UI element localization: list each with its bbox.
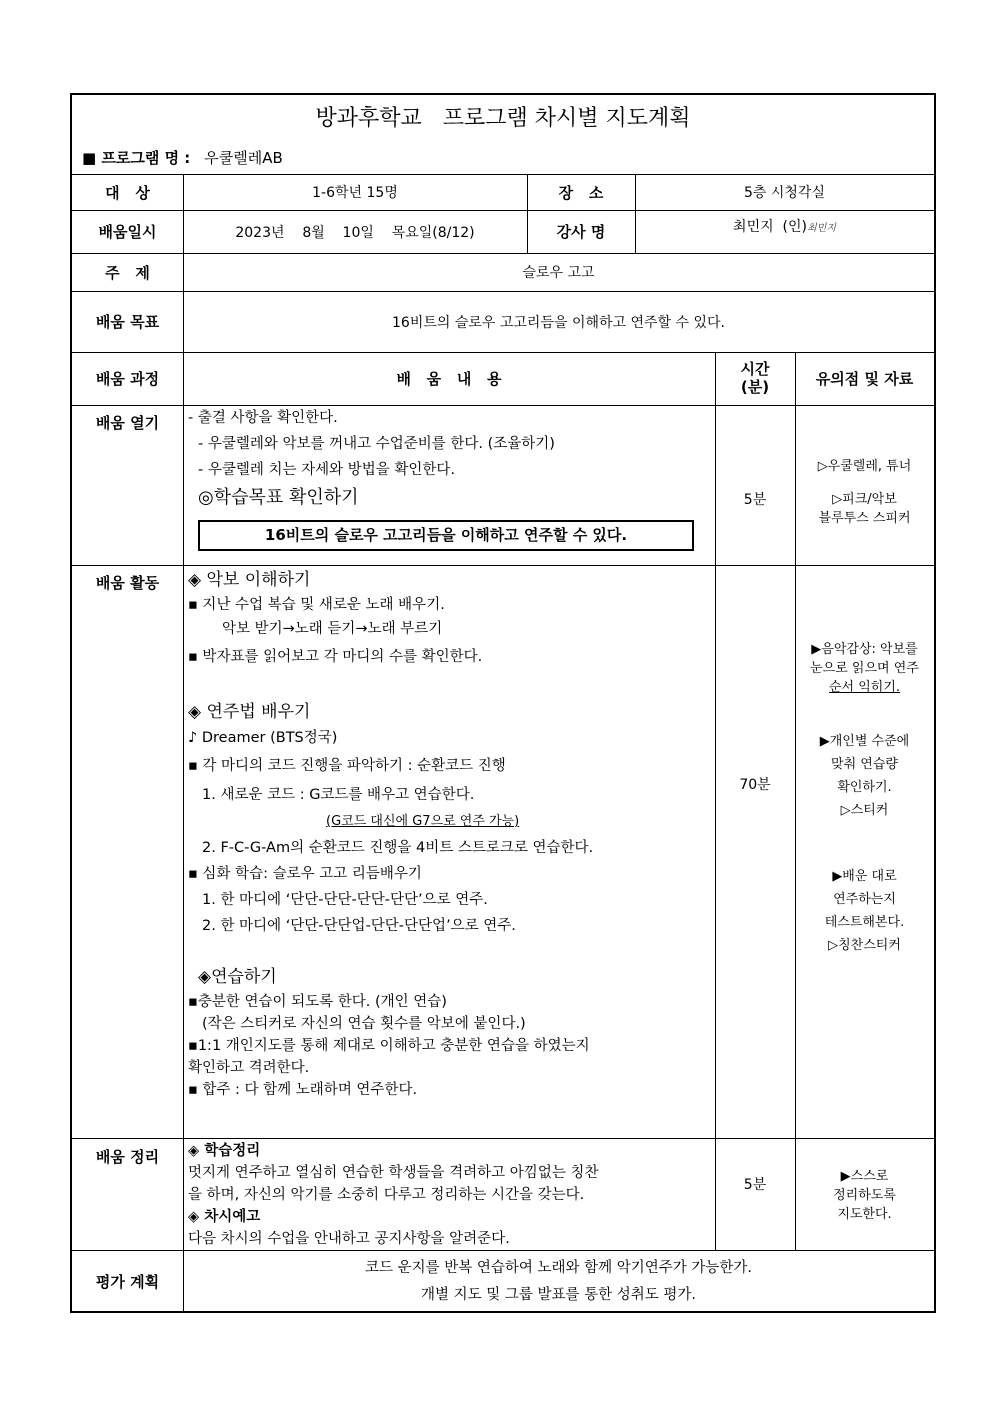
header-content: 배 움 내 용 [396, 370, 502, 388]
activity-note: 확인하기. [837, 780, 892, 795]
opening-notes [795, 457, 934, 528]
goal-box: 16비트의 슬로우 고고리듬을 이해하고 연주할 수 있다. [198, 520, 694, 551]
closing-note: 정리하도록 [833, 1188, 896, 1203]
activity-notes-1 [795, 640, 934, 697]
activity-note: ▶음악감상: 악보를 [811, 642, 918, 657]
closing-label: 배움 정리 [95, 1147, 160, 1166]
program-name [82, 147, 283, 168]
opening-label: 배움 열기 [95, 413, 160, 432]
section-heading-play: ◈ 연주법 배우기 [188, 702, 311, 722]
activity-line: 2. 한 마디에 ‘단단-단단업-단단-단단업’으로 연주. [202, 918, 516, 934]
lesson-plan-sheet [70, 93, 936, 1313]
target-label: 대 상 [105, 183, 150, 202]
date-label: 배움일시 [98, 223, 157, 241]
activity-line: ▪ 각 마디의 코드 진행을 파악하기 : 순환코드 진행 [188, 758, 506, 774]
closing-notes [795, 1167, 934, 1224]
teacher-cell [635, 216, 934, 240]
activity-line: 2. F-C-G-Am의 순환코드 진행을 4비트 스트로크로 연습한다. [202, 840, 594, 856]
activity-line: 1. 새로운 코드 : G코드를 배우고 연습한다. [202, 787, 475, 803]
activity-label: 배움 활동 [95, 573, 160, 592]
activity-note: ▶배운 대로 [832, 869, 897, 884]
header-time-line2: (분) [740, 378, 770, 396]
closing-heading-preview: ◈ 차시예고 [188, 1209, 261, 1225]
activity-line: ▪ 심화 학습: 슬로우 고고 리듬배우기 [188, 866, 422, 882]
place-label: 장 소 [558, 183, 604, 202]
target-value: 1-6학년 15명 [312, 185, 398, 201]
activity-note: ▶개인별 수준에 [819, 734, 910, 749]
program-label: ■ 프로그램 명 : [82, 149, 191, 167]
opening-note: ▷우쿨렐레, 튜너 [817, 459, 912, 474]
section-heading-score: ◈ 악보 이해하기 [188, 570, 311, 590]
evaluation-content [183, 1255, 934, 1309]
goal-label: 배움 목표 [95, 313, 160, 331]
header-time-line1: 시간 [740, 360, 770, 378]
evaluation-line: 코드 운지를 반복 연습하여 노래와 함께 악기연주가 가능한가. [364, 1260, 753, 1276]
teacher-label: 강사 명 [556, 223, 606, 241]
activity-line: 1. 한 마디에 ‘단단-단단-단단-단단’으로 연주. [202, 892, 488, 908]
evaluation-label: 평가 계획 [95, 1273, 160, 1291]
closing-line: 멋지게 연주하고 열심히 연습한 학생들을 격려하고 아낌없는 칭찬 [188, 1165, 599, 1181]
activity-time: 70분 [739, 777, 771, 793]
activity-note: 맞춰 연습량 [831, 757, 898, 772]
activity-note: 테스트해본다. [824, 915, 905, 930]
activity-notes-3 [795, 865, 934, 957]
document-title: 방과후학교 프로그램 차시별 지도계획 [315, 106, 691, 131]
closing-time: 5분 [743, 1177, 767, 1193]
closing-content [188, 1140, 713, 1250]
closing-heading-summary: ◈ 학습정리 [188, 1143, 261, 1159]
activity-note-underlined: (G코드 대신에 G7으로 연주 가능) [326, 814, 520, 829]
activity-line: ▪ 합주 : 다 함께 노래하며 연주한다. [188, 1082, 418, 1098]
activity-line: 확인하고 격려한다. [188, 1060, 310, 1076]
goal-check-heading: ◎학습목표 확인하기 [198, 487, 359, 508]
activity-note: ▷칭찬스티커 [828, 938, 901, 953]
header-notes: 유의점 및 자료 [815, 370, 914, 388]
activity-content [188, 567, 713, 1101]
date-value: 2023년 8월 10일 목요일(8/12) [235, 224, 475, 241]
evaluation-line: 개별 지도 및 그룹 발표를 통한 성취도 평가. [421, 1287, 696, 1303]
activity-note: ▷스티커 [840, 803, 889, 818]
opening-line: - 우쿨렐레와 악보를 꺼내고 수업준비를 한다. (조율하기) [198, 436, 555, 452]
goal-value: 16비트의 슬로우 고고리듬을 이해하고 연주할 수 있다. [392, 314, 725, 331]
teacher-signature: 최민지 [806, 223, 836, 234]
activity-note: 눈으로 읽으며 연주 [810, 661, 919, 676]
closing-line: 다음 차시의 수업을 안내하고 공지사항을 알려준다. [188, 1231, 510, 1247]
activity-note: 순서 익히기. [828, 680, 901, 695]
place-value: 5층 시청각실 [744, 185, 825, 201]
activity-line: ▪충분한 연습이 되도록 한다. (개인 연습) [188, 994, 447, 1010]
topic-value: 슬로우 고고 [522, 265, 595, 281]
header-process: 배움 과정 [95, 370, 160, 388]
opening-line: - 출결 사항을 확인한다. [188, 410, 338, 426]
opening-note: 블루투스 스피커 [818, 511, 911, 526]
activity-line: ▪ 박자표를 읽어보고 각 마디의 수를 확인한다. [188, 649, 483, 665]
closing-line: 을 하며, 자신의 악기를 소중히 다루고 정리하는 시간을 갖는다. [188, 1187, 585, 1203]
teacher-value: 최민지 (인) [733, 219, 807, 235]
activity-line: ♪ Dreamer (BTS정국) [188, 730, 338, 746]
activity-line: ▪1:1 개인지도를 통해 제대로 이해하고 충분한 연습을 하였는지 [188, 1038, 590, 1054]
activity-line: ▪ 지난 수업 복습 및 새로운 노래 배우기. [188, 597, 445, 613]
program-value: 우쿨렐레AB [204, 149, 283, 167]
section-heading-practice: ◈연습하기 [198, 967, 277, 987]
activity-line: 악보 받기→노래 듣기→노래 부르기 [222, 621, 443, 637]
opening-line: - 우쿨렐레 치는 자세와 방법을 확인한다. [198, 462, 455, 478]
closing-note: ▶스스로 [840, 1169, 889, 1184]
closing-note: 지도한다. [837, 1207, 892, 1222]
activity-notes-2 [795, 730, 934, 822]
activity-line: (작은 스티커로 자신의 연습 횟수를 악보에 붙인다.) [202, 1016, 526, 1032]
activity-note: 연주하는지 [833, 892, 896, 907]
header-time [715, 360, 795, 396]
opening-content [188, 405, 713, 513]
opening-time: 5분 [743, 492, 767, 508]
topic-label: 주 제 [105, 263, 150, 282]
opening-note: ▷피크/악보 [832, 492, 897, 507]
